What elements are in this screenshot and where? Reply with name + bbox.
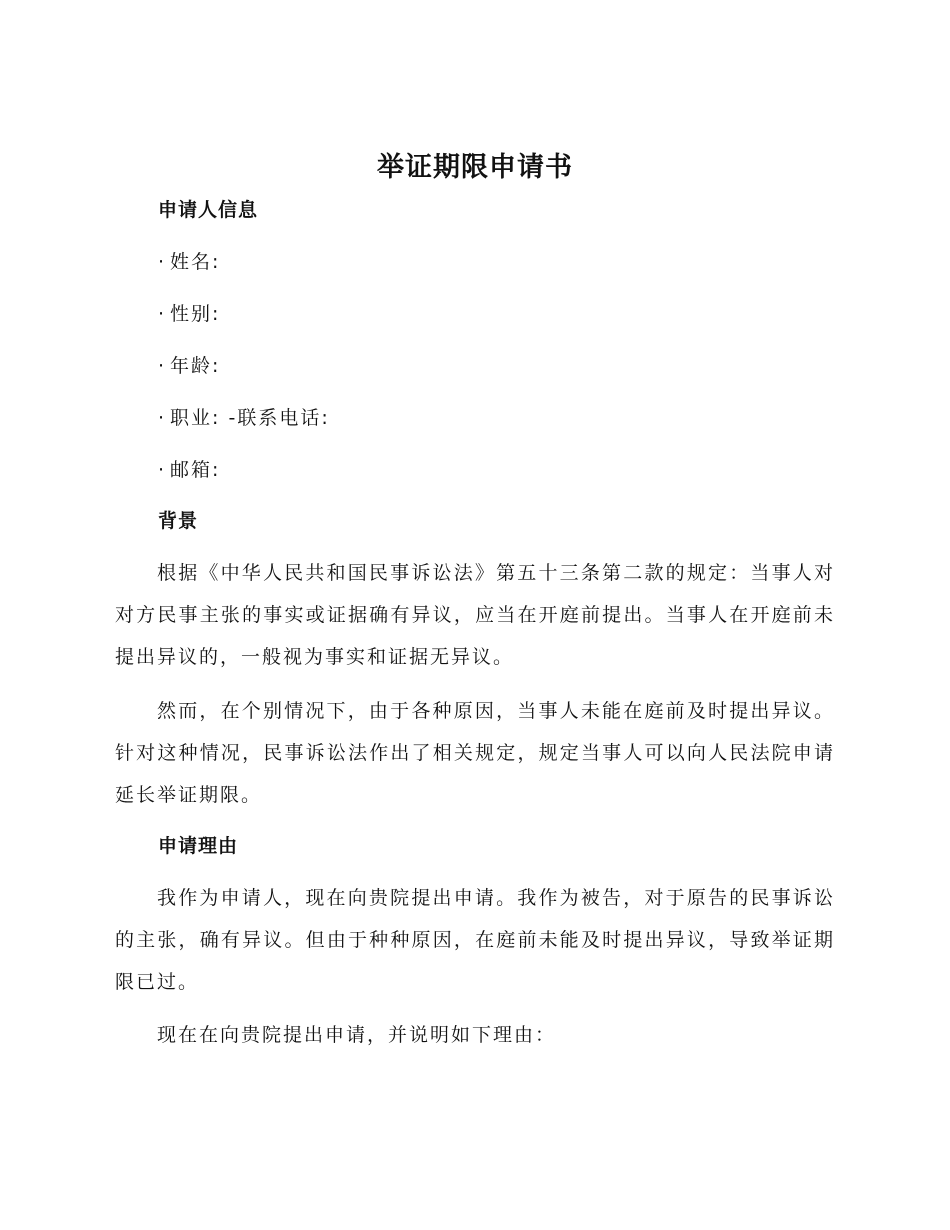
field-occupation-phone (158, 404, 330, 432)
field-name-label: 姓名: (170, 251, 221, 273)
document-title: 举证期限申请书 (377, 152, 573, 183)
field-age-label: 年龄: (170, 355, 221, 377)
bullet-icon: · (158, 251, 167, 273)
reason-paragraph-1: 我作为申请人，现在向贵院提出申请。我作为被告，对于原告的民事诉讼的主张，确有异议。但由于种种原因，在庭前未能及时提出异议，导致举证期限已过。 (115, 887, 835, 993)
field-name (158, 248, 220, 276)
field-email-label: 邮箱: (170, 459, 221, 481)
field-age (158, 352, 220, 380)
background-paragraph-2: 然而，在个别情况下，由于各种原因，当事人未能在庭前及时提出异议。针对这种情况，民事诉讼法作出了相关规定，规定当事人可以向人民法院申请延长举证期限。 (115, 700, 835, 806)
bullet-icon: · (158, 355, 167, 377)
field-gender (158, 300, 220, 328)
bullet-icon: · (158, 303, 167, 325)
reason-paragraph-2: 现在在向贵院提出申请，并说明如下理由： (157, 1024, 557, 1046)
field-gender-label: 性别: (170, 303, 221, 325)
bullet-icon: · (158, 407, 167, 429)
bullet-icon: · (158, 459, 167, 481)
field-email (158, 456, 220, 484)
background-heading: 背景 (158, 510, 199, 532)
applicant-info-heading: 申请人信息 (158, 199, 259, 221)
reason-heading: 申请理由 (158, 835, 239, 857)
background-paragraph-1: 根据《中华人民共和国民事诉讼法》第五十三条第二款的规定：当事人对对方民事主张的事实或证据确有异议，应当在开庭前提出。当事人在开庭前未提出异议的，一般视为事实和证据无异议。 (115, 562, 835, 668)
field-occupation-phone-label: 职业: -联系电话: (170, 407, 330, 429)
